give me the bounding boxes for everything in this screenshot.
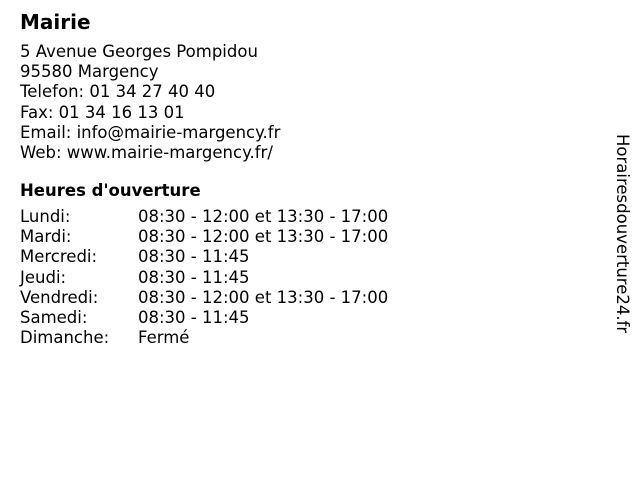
- time-range: 08:30 - 11:45: [138, 307, 250, 327]
- website: Web: www.mairie-margency.fr/: [20, 143, 273, 163]
- day-label: Samedi:: [20, 307, 88, 327]
- phone-number: Telefon: 01 34 27 40 40: [20, 82, 216, 102]
- page-title: Mairie: [20, 10, 91, 34]
- city: 95580 Margency: [20, 62, 159, 82]
- street-address: 5 Avenue Georges Pompidou: [20, 42, 258, 61]
- address-block: [20, 42, 600, 163]
- day-label: Lundi:: [20, 207, 71, 227]
- hours-row-monday: [20, 207, 600, 227]
- hours-row-thursday: [20, 268, 600, 288]
- time-range: 08:30 - 12:00 et 13:30 - 17:00: [138, 287, 389, 307]
- time-range: 08:30 - 11:45: [138, 267, 250, 287]
- info-card: [20, 8, 600, 348]
- hours-row-friday: [20, 288, 600, 308]
- day-label: Mardi:: [20, 227, 72, 247]
- hours-row-tuesday: [20, 227, 600, 247]
- time-range: Fermé: [138, 327, 190, 347]
- time-range: 08:30 - 12:00 et 13:30 - 17:00: [138, 227, 389, 247]
- time-range: 08:30 - 12:00 et 13:30 - 17:00: [138, 207, 389, 227]
- day-label: Jeudi:: [20, 267, 67, 287]
- hours-heading: Heures d'ouverture: [20, 181, 201, 201]
- watermark-text: Horairesdouverture24.fr: [613, 134, 632, 334]
- hours-row-saturday: [20, 308, 600, 328]
- day-label: Vendredi:: [20, 287, 99, 307]
- hours-row-wednesday: [20, 247, 600, 267]
- fax-number: Fax: 01 34 16 13 01: [20, 102, 185, 122]
- day-label: Mercredi:: [20, 247, 98, 267]
- hours-table: [20, 207, 600, 348]
- day-label: Dimanche:: [20, 327, 110, 347]
- email-address: Email: info@mairie-margency.fr: [20, 122, 281, 142]
- time-range: 08:30 - 11:45: [138, 247, 250, 267]
- hours-row-sunday: [20, 328, 600, 348]
